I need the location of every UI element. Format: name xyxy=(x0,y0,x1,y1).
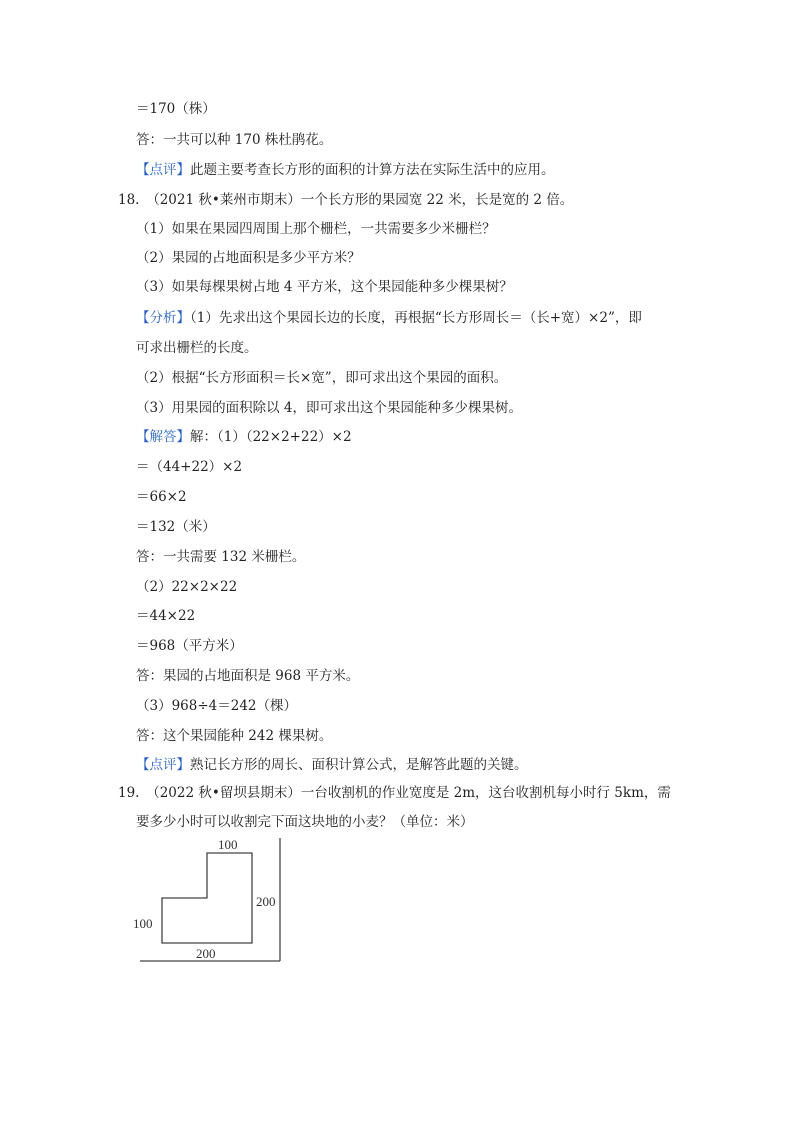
line-text: （3）用果园的面积除以 4，即可求出这个果园能种多少棵果树。 xyxy=(136,400,522,416)
text-line xyxy=(136,309,642,327)
text-line xyxy=(136,756,528,774)
text-line xyxy=(136,161,555,179)
line-text: （3）如果每棵果树占地 4 平方米，这个果园能种多少棵果树？ xyxy=(136,279,513,295)
line-text: 熟记长方形的周长、面积计算公式，是解答此题的关键。 xyxy=(190,757,528,773)
text-line xyxy=(118,191,573,209)
text-line xyxy=(136,399,522,417)
line-text: （2）22×2×22 xyxy=(136,579,238,595)
text-line xyxy=(136,548,305,566)
text-line xyxy=(136,578,237,596)
line-text: 答：一共可以种 170 株杜鹃花。 xyxy=(136,132,333,148)
text-line xyxy=(136,100,216,118)
line-text: 可求出栅栏的长度。 xyxy=(136,340,258,356)
text-line xyxy=(136,813,474,831)
line-text: ＝968（平方米） xyxy=(136,638,243,654)
left-dimension-label: 100 xyxy=(133,916,153,931)
line-text: ＝170（株） xyxy=(136,101,216,117)
line-text: （1）先求出这个果园长边的长度，再根据“长方形周长＝（长+宽）×2”，即 xyxy=(190,310,642,326)
line-text: （1）如果在果园四周围上那个栅栏，一共需要多少米栅栏？ xyxy=(136,221,496,237)
l-shape xyxy=(162,853,252,943)
l-shaped-field-figure xyxy=(130,830,290,970)
line-text: ＝（44+22）×2 xyxy=(136,459,243,475)
bottom-dimension-label: 200 xyxy=(196,946,216,961)
line-text: 18. （2021 秋•莱州市期末）一个长方形的果园宽 22 米，长是宽的 2 倍。 xyxy=(118,192,574,208)
section-tag: 【点评】 xyxy=(136,162,190,178)
text-line xyxy=(136,369,507,387)
line-text: 答：一共需要 132 米栅栏。 xyxy=(136,549,306,565)
section-tag: 【分析】 xyxy=(136,310,190,326)
text-line xyxy=(136,339,258,357)
text-line xyxy=(136,428,352,446)
right-dimension-label: 200 xyxy=(256,894,276,909)
text-line xyxy=(136,278,513,296)
text-line xyxy=(136,220,496,238)
text-line xyxy=(136,637,243,655)
line-text: 此题主要考查长方形的面积的计算方法在实际生活中的应用。 xyxy=(190,162,555,178)
line-text: 答：果园的占地面积是 968 平方米。 xyxy=(136,668,360,684)
text-line xyxy=(136,727,332,745)
section-tag: 【解答】 xyxy=(136,429,190,445)
text-line xyxy=(118,784,671,802)
line-text: （2）根据“长方形面积＝长×宽”，即可求出这个果园的面积。 xyxy=(136,370,508,386)
line-text: （2）果园的占地面积是多少平方米？ xyxy=(136,250,361,266)
top-dimension-label: 100 xyxy=(218,837,238,852)
line-text: 19. （2022 秋•留坝县期末）一台收割机的作业宽度是 2m，这台收割机每小时行 5km，需 xyxy=(118,785,671,801)
section-tag: 【点评】 xyxy=(136,757,190,773)
line-text: 要多少小时可以收割完下面这块地的小麦？（单位：米） xyxy=(136,814,474,830)
line-text: ＝66×2 xyxy=(136,489,187,505)
text-line xyxy=(136,667,359,685)
text-line xyxy=(136,458,242,476)
line-text: ＝132（米） xyxy=(136,519,216,535)
text-line xyxy=(136,518,216,536)
text-line xyxy=(136,131,332,149)
line-text: 解：（1）（22×2+22）×2 xyxy=(190,429,352,445)
line-text: ＝44×22 xyxy=(136,608,196,624)
text-line xyxy=(136,249,361,267)
text-line xyxy=(136,607,195,625)
text-line xyxy=(136,488,187,506)
line-text: （3）968÷4＝242（棵） xyxy=(136,698,298,714)
line-text: 答：这个果园能种 242 棵果树。 xyxy=(136,728,333,744)
text-line xyxy=(136,697,297,715)
